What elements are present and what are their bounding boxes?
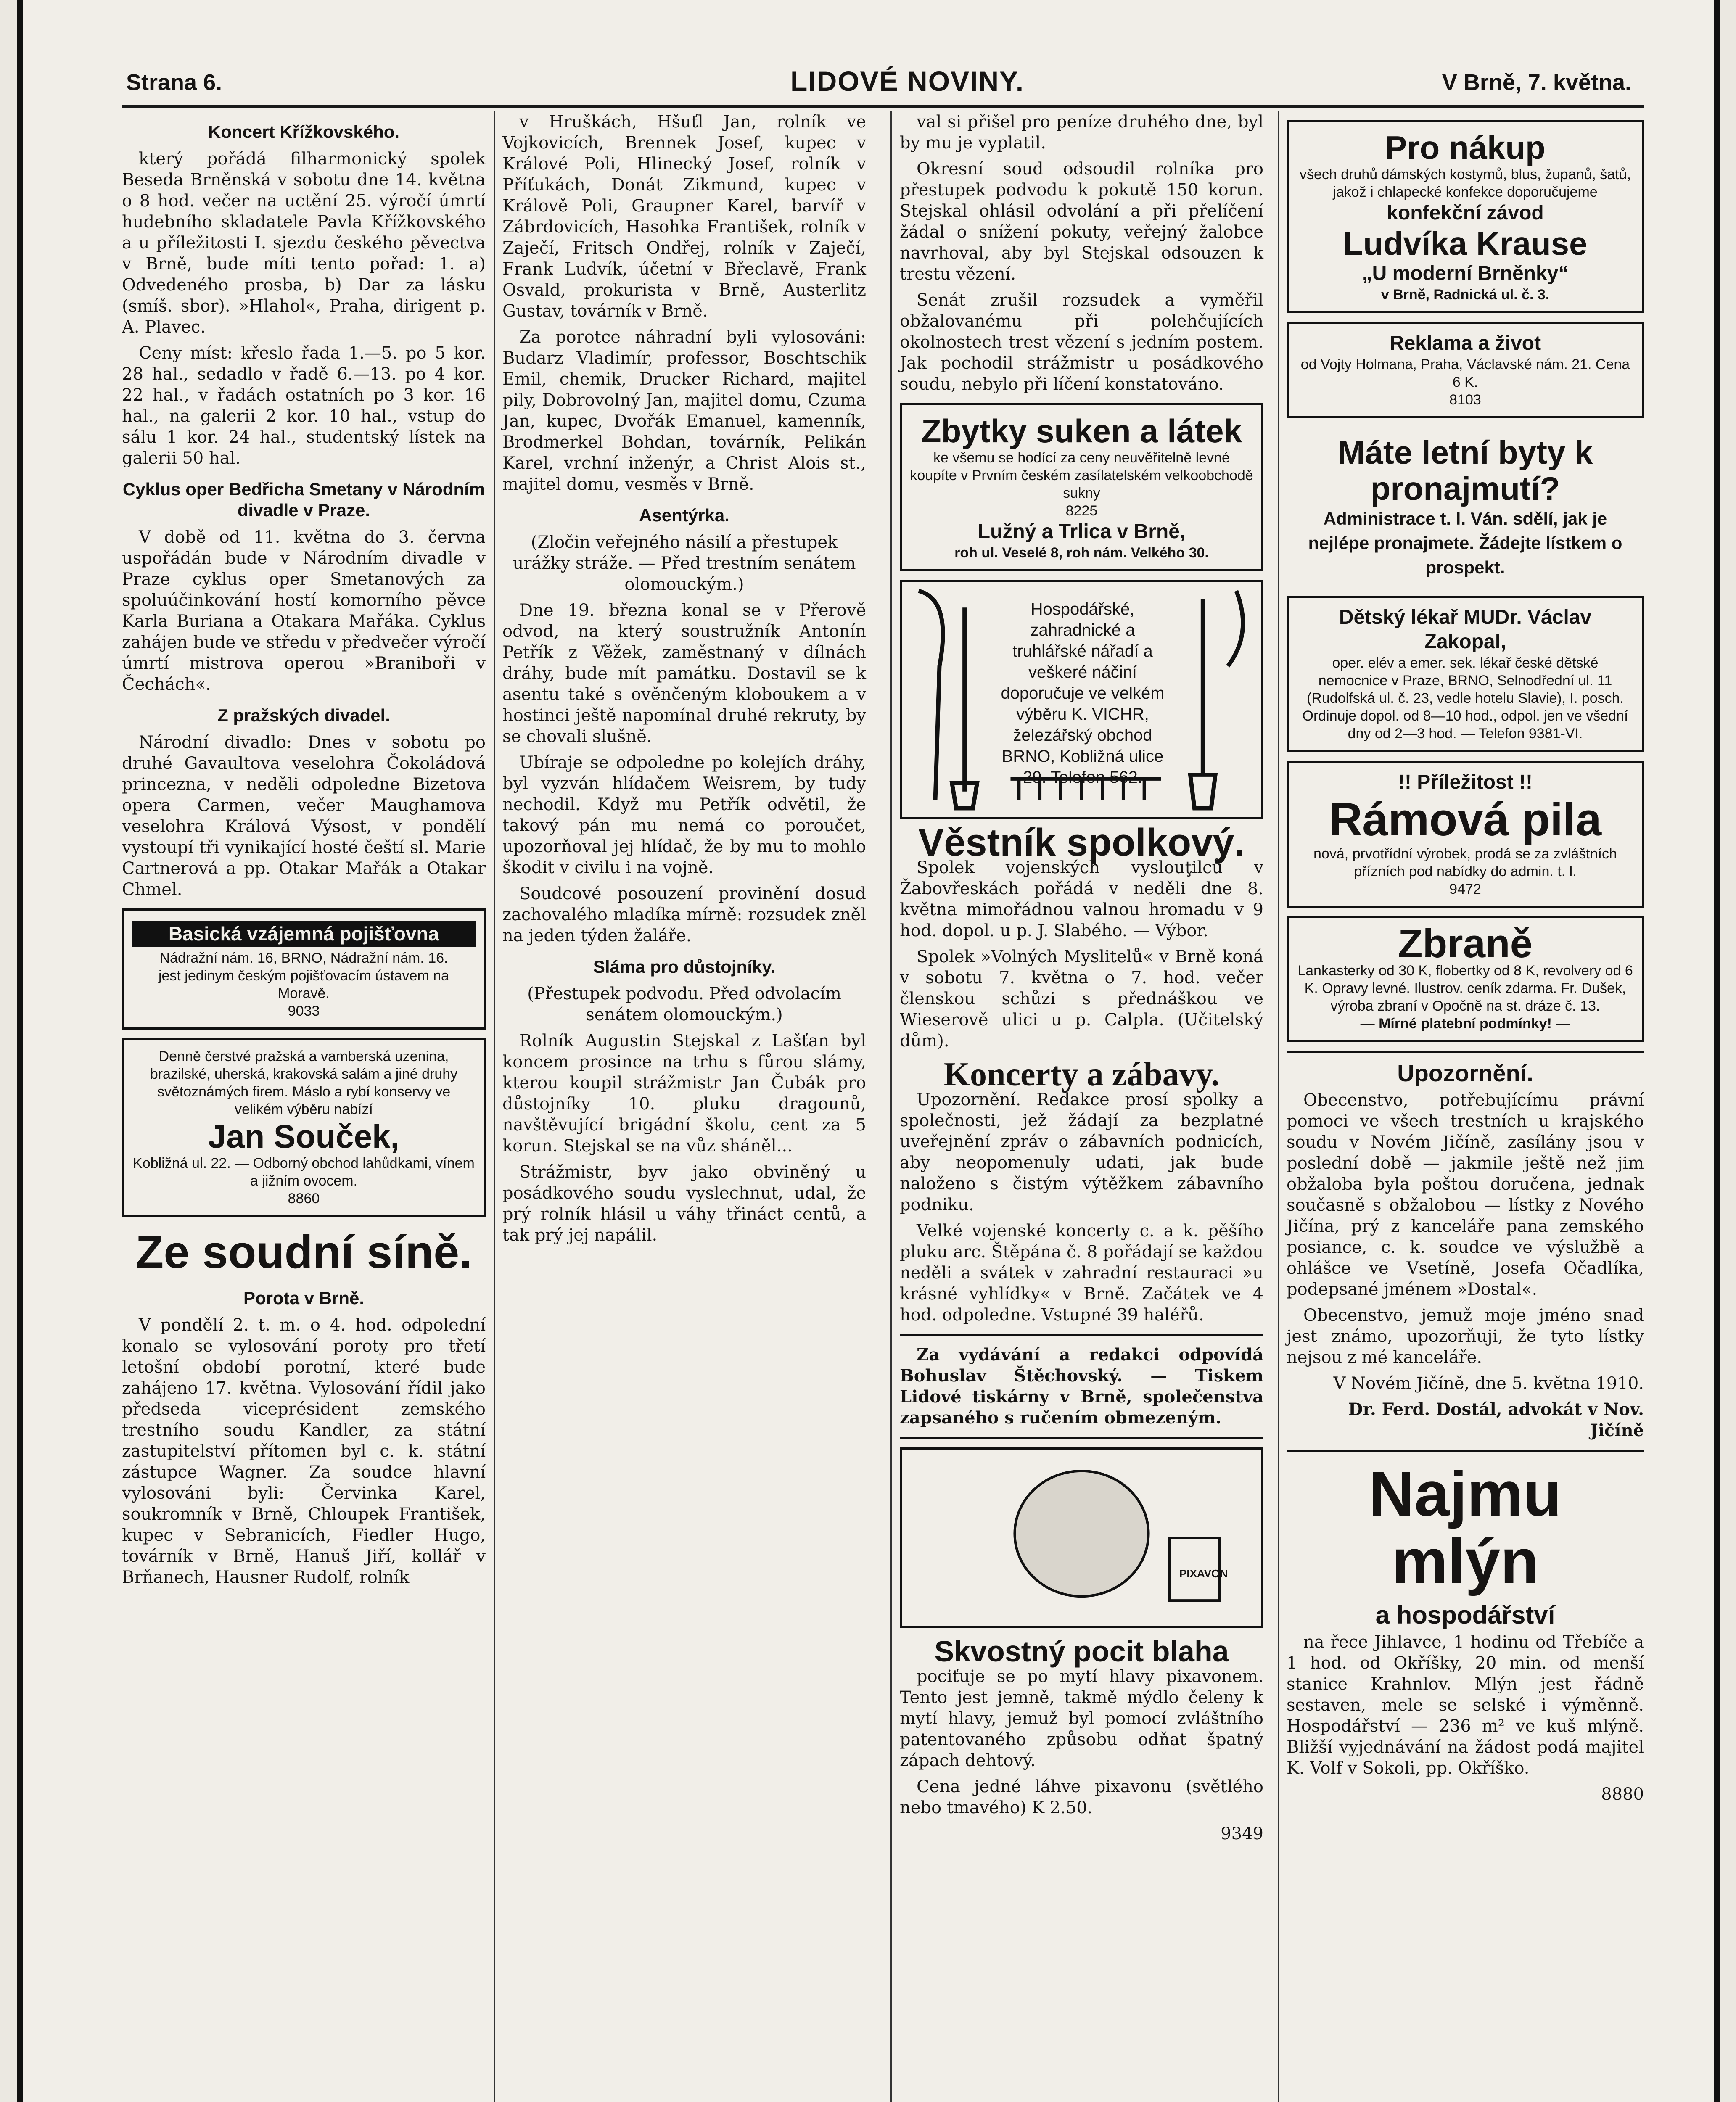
- article-text: Rolník Augustin Stejskal z Lašťan byl koncem prosince na trhu s fůrou slámy, kterou koupil strážmistr Jan Čubák pro důstojníky 10. pluku dragounů, navštěvující brigádní školu, cent za 5 korun. Stejskal se na vůz sháněl...: [502, 1031, 866, 1156]
- ad-text: ke všemu se hodící za ceny neuvěřitelně levné koupíte v Prvním českém zasílatelském velkoobchodě sukny: [910, 450, 1253, 501]
- ad-number: 8860: [288, 1191, 320, 1207]
- column-divider: [1278, 111, 1279, 2102]
- article-text: který pořádá filharmonický spolek Beseda Brněnská v sobotu dne 14. května o 8 hod. večer na uctění 25. výročí úmrtí hudebního skladatele Pavla Křížkovského a u příležitosti I. sjezdu českého pěvectva v Brně, bude míti tento pořad: 1. a) Odvedeného prosba, b) Dar za lásku (smíš. sbor). »Hlahol«, Praha, dirigent p. A. Plavec.: [122, 149, 486, 337]
- ad-title: Basická vzájemná pojišťovna: [132, 921, 476, 947]
- column-2: [502, 111, 866, 1251]
- ad-soucek: [122, 1038, 486, 1217]
- heading-soudni-sin: Ze soudní síně.: [135, 1226, 472, 1278]
- ad-text: Hospodářské, zahradnické a truhlářské nářadí a veškeré náčiní doporučuje ve velkém výběru: [1001, 600, 1165, 724]
- ad-letni-byty: [1287, 427, 1644, 587]
- article-text: Velké vojenské koncerty c. a k. pěšího pluku arc. Štěpána č. 8 pořádají se každou neděli a svátek v zahradní restauraci »u krásné vyhlídky« v Brně. Začátek ve 4 hod. odpoledne. Vstupné 39 haléřů.: [900, 1221, 1263, 1325]
- ad-address: v Brně, Radnická ul. č. 3.: [1381, 287, 1550, 303]
- article-text: v Hruškách, Hšuťl Jan, rolník ve Vojkovicích, Brennek Josef, kupec v Králové Poli, Hlinecký Josef, rolník v Příťukách, Donát Zikmund, kupec v Králově Poli, Graupner Karel, barvíř v Zábrdovicích, Hasohka František, rolník v Zaječí, Fritsch Ondřej, rolník v Zaječí, Frank Ludvík, účetní v Břeclavě, Frank Osvald, prokurista v Brně, Austerlitz Gustav, továrník v Brně.: [502, 112, 866, 321]
- ad-number: 8880: [1601, 1785, 1644, 1804]
- ad-text: od Vojty Holmana, Praha, Václavské nám. 21. Cena 6 K.: [1300, 356, 1630, 390]
- article-text: V pondělí 2. t. m. o 4. hod. odpolední konalo se vylosování poroty pro třetí letošní období porotní, které bude zahájeno 17. května. Vylosování řídil jako předseda viceprésident zemského trestního soudu Kandler, za státní zastupitelství přítomen byl c. k. státní zástupce Wagner. Za soudce hlavní vylosováni byli: Červinka Karel, soukromník v Brně, Chloupek František, kupec v Sebranicích, Fiedler Hugo, továrník v Brně, Hanuš Jiří, kollář v Brňanech, Hausner Rudolf, rolník: [122, 1315, 486, 1587]
- article-text: Soudcové posouzení provinění dosud zachovalého mladíka mírně: rozsudek zněl na jeden týden žaláře.: [502, 884, 866, 945]
- ad-question: Máte letní byty k pronajmutí?: [1337, 434, 1593, 507]
- ad-text: Lankasterky od 30 K, flobertky od 8 K, revolvery od 6 K. Opravy levné. Ilustrov. ceník zdarma. Fr. Dušek, výroba zbraní v Opočně na st. dráze č. 13.: [1297, 963, 1633, 1014]
- ad-name: Lužný a Trlica v Brně,: [978, 520, 1186, 543]
- ad-footer: — Mírné platební podmínky! —: [1360, 1016, 1570, 1032]
- article-text: Spolek vojenských vyslouţilců v Žabovřeskách pořádá v neděli dne 8. května mimořádnou valnou hromadu v 9 hod. dopol. u p. J. Slabého. — Výbor.: [900, 858, 1263, 940]
- divider: [900, 1334, 1263, 1336]
- heading-upozorneni: Upozornění.: [1397, 1060, 1533, 1086]
- bottle-label: PIXAVON: [1179, 1567, 1228, 1580]
- article-text: Za porotce náhradní byli vylosováni: Budarz Vladimír, professor, Boschtschik Emil, chemik, Drucker Richard, majitel pily, Dobrovolný Jan, majitel domu, Czuma Jan, kupec, Dvořák Emanuel, kamenník, Brodmerkel Bohdan, továrník, Pelikán Karel, vrchní inženýr, a Christ Alois st., majitel domu, vesměs v Brně.: [502, 327, 866, 494]
- ad-address: železářský obchod BRNO, Kobližná ulice 29. Telefon 562.: [1001, 726, 1164, 787]
- divider: [1287, 1051, 1644, 1053]
- ad-zbytky-suken: [900, 403, 1263, 571]
- ad-number: 9472: [1449, 881, 1481, 897]
- ad-pojistovna: [122, 908, 486, 1030]
- article-text: Obecenstvo, potřebujícímu právní pomoci ve všech trestních u krajského soudu v Novém Jičíně, zasílány jsou v poslední době — jakmile ještě než jim obžaloba byla poštou doručena, jednak současně s obžalobou — lístky z Nového Jičína, prý z kanceláře pana zemského posiance, c. k. soudce ve výslužbě a ohlášce ve Vsetíně, Josefa Očadlíka, podepsané jménem »Dostal«.: [1287, 1091, 1644, 1299]
- heading-koncert: Koncert Křížkovského.: [208, 122, 400, 142]
- divider: [900, 1437, 1263, 1439]
- page-number: Strana 6.: [126, 70, 222, 95]
- article-subtitle: (Přestupek podvodu. Před odvolacím senátem olomouckým.): [527, 984, 841, 1025]
- heading-asentyrka: Asentýrka.: [639, 505, 729, 525]
- article-text: V době od 11. května do 3. června uspořádán bude v Národním divadle v Praze cyklus oper Smetanových za spoluúčinkování hostí komorního pěvce Karla Buriana a Otakara Mařáka. Cyklus zahájen bude ve středu v předvečer výročí úmrtí mistrova operou »Braniboři v Čechách«.: [122, 528, 486, 694]
- dateline: V Brně, 7. května.: [1442, 70, 1631, 95]
- ad-text: nová, prvotřídní výrobek, prodá se za zvláštních přízních pod nabídky do admin. t. l.: [1313, 846, 1617, 879]
- article-text: Obecenstvo, jemuž moje jméno snad jest známo, upozorňuji, že tyto lístky nejsou z mé kanceláře.: [1287, 1306, 1644, 1367]
- heading-pixavon: Skvostný pocit blaha: [934, 1635, 1229, 1668]
- page-header: [126, 66, 1631, 107]
- article-text: Národní divadlo: Dnes v sobotu po druhé Gavaultova veselohra Čokoládová princezna, v neděli odpoledne Bizetova opera Carmen, večer Maughamova veselohra Králová Výsost, v pondělí vystoupí tři vynikající hosté čeští sl. Marie Cartnerová a pp. Otakar Mařák a Otakar Chmel.: [122, 733, 486, 899]
- ad-name: Jan Souček,: [208, 1118, 400, 1155]
- heading-najmu-mlyn: Najmu mlýn: [1369, 1458, 1562, 1596]
- credit-line: Za vydávání a redakci odpovídá Bohuslav Štěchovský. — Tiskem Lidové tiskárny v Brně, společenstva zapsaného s ručením obmezeným.: [900, 1345, 1263, 1428]
- ad-subtitle: konfekční závod: [1387, 202, 1544, 224]
- column-4: [1287, 111, 1644, 1810]
- bottle-illustration-icon: [902, 1450, 1261, 1626]
- ad-lead: !! Příležitost !!: [1398, 771, 1533, 793]
- ad-vichr-tools: [900, 580, 1263, 819]
- header-rule: [122, 105, 1644, 108]
- ad-ramova-pila: [1287, 761, 1644, 908]
- ad-name: Ludvíka Krause: [1343, 225, 1588, 262]
- column-divider: [890, 111, 892, 2102]
- signature-place: V Novém Jičíně, dne 5. května 1910.: [1333, 1374, 1644, 1393]
- ad-text: Denně čerstvé pražská a vamberská uzenina, brazilské, uherská, krakovská salám a jiné druhy světoznámých firem. Máslo a rybí konservy ve velikém výběru nabízí: [150, 1048, 458, 1117]
- heading-slama: Sláma pro důstojníky.: [593, 957, 776, 977]
- article-subtitle: (Zločin veřejného násilí a přestupek urážky stráže. — Před trestním senátem olomouckým.): [513, 533, 856, 594]
- ad-text: Administrace t. l. Ván. sdělí, jak je nejlépe pronajmete. Žádejte lístkem o prospekt.: [1308, 509, 1622, 577]
- article-text: Ubíraje se odpoledne po kolejích dráhy, byl vyzván hlídačem Weisrem, by tudy nechodil. Když mu Petřík odvětil, že takový pán mu nemá co poroučet, upozorňoval jej hlídač, že by mu to mohlo škodit v civilu i na vojně.: [502, 753, 866, 877]
- ad-doctor: [1287, 596, 1644, 752]
- article-text: Spolek »Volných Myslitelů« v Brně koná v sobotu 7. května o 7. hod. večer členskou schůzi s přednáškou ve Wieserově ulici u p. Calpla. (Učitelský dům).: [900, 947, 1263, 1051]
- ad-zbrane: [1287, 916, 1644, 1042]
- article-text: pociťuje se po mytí hlavy pixavonem. Tento jest jemně, takmě mýdlo čeleny k mytí hlavy, jemuž byl pomocí zvláštního patentovaného způsobu odňat špatný zápach dehtový.: [900, 1667, 1263, 1770]
- ad-krause: [1287, 120, 1644, 313]
- ad-reklama: [1287, 322, 1644, 418]
- ad-pixavon-illustration: [900, 1447, 1263, 1628]
- ad-title: Dětský lékař MUDr. Václav Zakopal,: [1339, 606, 1592, 653]
- article-text: val si přišel pro peníze druhého dne, byl by mu je vyplatil.: [900, 112, 1263, 153]
- ad-shop: „U moderní Brněnky“: [1362, 262, 1569, 285]
- heading-smetana: Cyklus oper Bedřicha Smetany v Národním divadle v Praze.: [122, 479, 485, 520]
- ad-text: oper. elév a emer. sek. lékař české dětské nemocnice v Praze, BRNO, Selnodřední ul. 11 (Rudolfská ul. č. 23, vedle hotelu Slavie), I. posch. Ordinuje dopol. od 8—10 hod., odpol. jen ve všední dny od 2—3 hod. — Telefon 9381-VI.: [1302, 655, 1628, 742]
- article-text: Upozornění. Redakce prosí spolky a společnosti, jež žádají za bezplatné uveřejnění zpráv o zábavních podnicích, aby neopomenuly udati, jak bude naloženo s čistým výtěžkem zábavního podniku.: [900, 1090, 1263, 1215]
- column-divider: [494, 111, 495, 2102]
- heading-koncerty: Koncerty a zábavy.: [943, 1056, 1220, 1093]
- ad-number: 8103: [1449, 392, 1481, 408]
- subheading-hospodarstvi: a hospodářství: [1375, 1601, 1555, 1629]
- signature-name: Dr. Ferd. Dostál, advokát v Nov. Jičíně: [1348, 1400, 1644, 1440]
- heading-prazske-divadlo: Z pražských divadel.: [217, 705, 390, 725]
- ad-address: roh ul. Veselé 8, roh nám. Velkého 30.: [954, 545, 1209, 561]
- column-3: [900, 111, 1263, 1849]
- ad-lead: Pro nákup: [1385, 129, 1546, 166]
- ad-number: 9349: [1221, 1824, 1263, 1843]
- article-text: Strážmistr, byv jako obviněný u posádkového soudu vyslechnut, udal, že prý rolník hlásil u váhy třináct centů, a tak prý jej napálil.: [502, 1162, 866, 1245]
- article-text: na řece Jihlavce, 1 hodinu od Třebíče a 1 hod. od Okříšky, 20 min. od menší stanice Krahnlov. Mlýn jest řádně sestaven, mele se selské i výměnně. Hospodářství — 236 m² ve kuš mlýně. Bližší vyjednávání na žádost podá majitel K. Volf v Sokoli, pp. Okříško.: [1287, 1632, 1644, 1778]
- article-text: Cena jedné láhve pixavonu (světlého nebo tmavého) K 2.50.: [900, 1777, 1263, 1817]
- ad-number: 8225: [1065, 503, 1098, 519]
- ad-title: Zbraně: [1398, 921, 1533, 966]
- ad-address: Kobližná ul. 22. — Odborný obchod lahůdkami, vínem a jižním ovocem.: [133, 1155, 475, 1189]
- ad-title: Reklama a život: [1389, 332, 1541, 354]
- article-text: Okresní soud odsoudil rolníka pro přestupek podvodu k pokutě 150 korun. Stejskal ohlásil odvolání a při přelíčení žádal o snížení pokuty, veřejný žalobce navrhoval, aby byl Stejskal odsouzen k trestu vězení.: [900, 159, 1263, 284]
- subheading-porota: Porota v Brně.: [243, 1288, 365, 1308]
- ad-vichr-text: [999, 599, 1167, 788]
- ad-text: všech druhů dámských kostymů, blus, županů, šatů, jakož i chlapecké konfekce doporučujeme: [1299, 166, 1631, 200]
- heading-vestnik: Věstník spolkový.: [918, 821, 1245, 864]
- ad-number: 9033: [288, 1003, 320, 1019]
- article-text: Ceny míst: křeslo řada 1.—5. po 5 kor. 28 hal., sedadlo v řadě 6.—13. po 4 kor. 22 hal., v řadách ostatních po 3 kor. 16 hal., na galerii 2 kor. 10 hal., vstup do sálu 1 kor. 24 hal., studentský lístek na galerii 50 hal.: [122, 343, 486, 468]
- ad-title: Zbytky suken a látek: [921, 412, 1242, 449]
- masthead: LIDOVÉ NOVINY.: [790, 66, 1025, 97]
- article-text: Dne 19. března konal se v Přerově odvod, na který soustružník Antonín Petřík z Věžek, zaměstnaný v dílnách dráhy, bude mít památku. Dostavil se k asentu také s ověnčeným kloboukem a v hostinci ještě napomínal druhé rekruty, by se chovali slušně.: [502, 601, 866, 746]
- article-text: Senát zrušil rozsudek a vyměřil obžalovanému při polehčujících okolnostech trest vězení s jedním postem. Jak pochodil strážmistr u posádkového soudu, nebylo při líčení konstatováno.: [900, 290, 1263, 394]
- ad-title: Rámová pila: [1329, 794, 1602, 845]
- ad-address: Nádražní nám. 16, BRNO, Nádražní nám. 16.: [159, 950, 448, 966]
- column-1: [122, 111, 486, 1593]
- ad-text: jest jedinym českým pojišťovacím ústavem na Moravě.: [158, 968, 449, 1001]
- divider: [1287, 1450, 1644, 1452]
- ad-name: K. VICHR,: [1071, 705, 1149, 724]
